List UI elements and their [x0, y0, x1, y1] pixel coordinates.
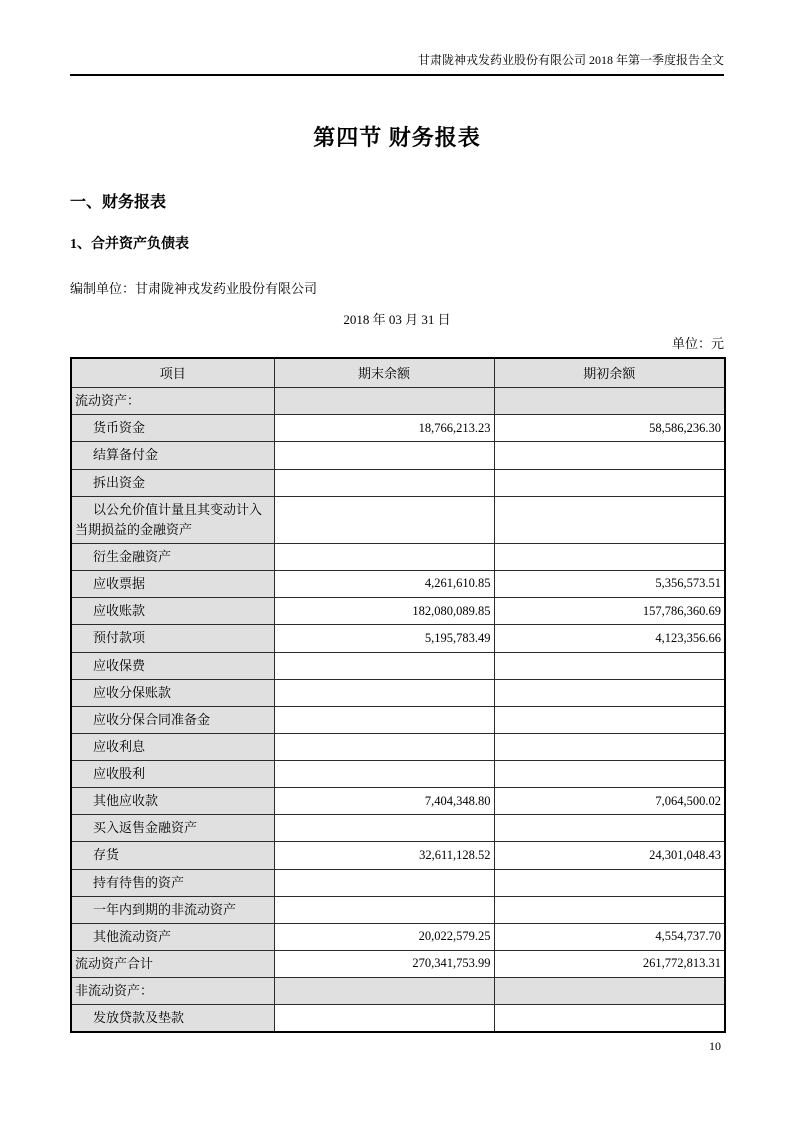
table-row — [71, 388, 725, 415]
table-row — [71, 652, 725, 679]
beginning-balance-cell — [494, 706, 725, 733]
beginning-balance-cell: 4,123,356.66 — [494, 625, 725, 652]
ending-balance-cell — [274, 679, 494, 706]
row-label: 应收股利 — [71, 761, 274, 788]
column-header-item: 项目 — [71, 358, 274, 388]
row-label: 预付款项 — [71, 625, 274, 652]
balance-sheet-body — [71, 388, 725, 1033]
subsection-heading: 1、合并资产负债表 — [70, 236, 189, 252]
ending-balance-cell: 18,766,213.23 — [274, 415, 494, 442]
beginning-balance-cell — [494, 496, 725, 543]
ending-balance-cell: 5,195,783.49 — [274, 625, 494, 652]
row-label: 其他应收款 — [71, 788, 274, 815]
beginning-balance-cell — [494, 978, 725, 1005]
beginning-balance-cell — [494, 652, 725, 679]
unit-label: 单位：元 — [671, 335, 724, 351]
ending-balance-cell — [274, 388, 494, 415]
ending-balance-cell: 4,261,610.85 — [274, 571, 494, 598]
beginning-balance-cell: 5,356,573.51 — [494, 571, 725, 598]
table-row — [71, 415, 725, 442]
table-row — [71, 496, 725, 543]
ending-balance-cell: 20,022,579.25 — [274, 923, 494, 950]
beginning-balance-cell — [494, 815, 725, 842]
table-row — [71, 869, 725, 896]
row-label: 应收票据 — [71, 571, 274, 598]
column-header-beginning-balance: 期初余额 — [494, 358, 725, 388]
beginning-balance-cell — [494, 869, 725, 896]
table-row — [71, 679, 725, 706]
table-row — [71, 788, 725, 815]
page-header — [70, 53, 724, 74]
row-label: 流动资产合计 — [71, 951, 274, 978]
row-label: 拆出资金 — [71, 469, 274, 496]
statement-date: 2018 年 03 月 31 日 — [343, 311, 451, 327]
table-row — [71, 469, 725, 496]
table-row — [71, 951, 725, 978]
row-label: 发放贷款及垫款 — [71, 1005, 274, 1033]
ending-balance-cell — [274, 1005, 494, 1033]
table-row — [71, 761, 725, 788]
chapter-title: 第四节 财务报表 — [313, 124, 481, 150]
row-label: 应收利息 — [71, 733, 274, 760]
table-row — [71, 442, 725, 469]
prepared-by-line: 编制单位：甘肃陇神戎发药业股份有限公司 — [70, 280, 318, 296]
beginning-balance-cell: 157,786,360.69 — [494, 598, 725, 625]
row-label: 衍生金融资产 — [71, 543, 274, 570]
table-row — [71, 733, 725, 760]
beginning-balance-cell — [494, 388, 725, 415]
ending-balance-cell: 7,404,348.80 — [274, 788, 494, 815]
row-label: 一年内到期的非流动资产 — [71, 896, 274, 923]
beginning-balance-cell: 24,301,048.43 — [494, 842, 725, 869]
column-header-ending-balance: 期末余额 — [274, 358, 494, 388]
beginning-balance-cell — [494, 469, 725, 496]
ending-balance-cell: 182,080,089.85 — [274, 598, 494, 625]
table-row — [71, 923, 725, 950]
row-label: 以公允价值计量且其变动计入当期损益的金融资产 — [71, 496, 274, 543]
page-number: 10 — [709, 1039, 721, 1053]
beginning-balance-cell — [494, 761, 725, 788]
ending-balance-cell — [274, 496, 494, 543]
ending-balance-cell — [274, 896, 494, 923]
ending-balance-cell — [274, 761, 494, 788]
row-label: 非流动资产： — [71, 978, 274, 1005]
beginning-balance-cell: 261,772,813.31 — [494, 951, 725, 978]
row-label: 应收分保账款 — [71, 679, 274, 706]
row-label: 持有待售的资产 — [71, 869, 274, 896]
table-row — [71, 1005, 725, 1033]
row-label: 应收保费 — [71, 652, 274, 679]
ending-balance-cell — [274, 543, 494, 570]
ending-balance-cell: 32,611,128.52 — [274, 842, 494, 869]
beginning-balance-cell: 58,586,236.30 — [494, 415, 725, 442]
row-label: 买入返售金融资产 — [71, 815, 274, 842]
ending-balance-cell — [274, 815, 494, 842]
table-header-row — [71, 358, 725, 388]
beginning-balance-cell — [494, 442, 725, 469]
row-label: 应收分保合同准备金 — [71, 706, 274, 733]
ending-balance-cell — [274, 442, 494, 469]
ending-balance-cell — [274, 652, 494, 679]
balance-sheet-table — [70, 357, 726, 1034]
table-row — [71, 625, 725, 652]
row-label: 结算备付金 — [71, 442, 274, 469]
ending-balance-cell — [274, 706, 494, 733]
ending-balance-cell — [274, 869, 494, 896]
header-rule — [70, 74, 724, 76]
beginning-balance-cell — [494, 896, 725, 923]
row-label: 流动资产： — [71, 388, 274, 415]
table-row — [71, 598, 725, 625]
beginning-balance-cell — [494, 733, 725, 760]
table-row — [71, 543, 725, 570]
table-row — [71, 896, 725, 923]
beginning-balance-cell: 4,554,737.70 — [494, 923, 725, 950]
row-label: 存货 — [71, 842, 274, 869]
table-row — [71, 571, 725, 598]
table-row — [71, 706, 725, 733]
table-row — [71, 815, 725, 842]
row-label: 其他流动资产 — [71, 923, 274, 950]
ending-balance-cell: 270,341,753.99 — [274, 951, 494, 978]
table-row — [71, 978, 725, 1005]
beginning-balance-cell — [494, 543, 725, 570]
ending-balance-cell — [274, 978, 494, 1005]
row-label: 应收账款 — [71, 598, 274, 625]
row-label: 货币资金 — [71, 415, 274, 442]
section-heading: 一、财务报表 — [70, 193, 167, 211]
beginning-balance-cell — [494, 679, 725, 706]
page-header-text: 甘肃陇神戎发药业股份有限公司 2018 年第一季度报告全文 — [417, 53, 724, 67]
beginning-balance-cell: 7,064,500.02 — [494, 788, 725, 815]
table-row — [71, 842, 725, 869]
ending-balance-cell — [274, 469, 494, 496]
beginning-balance-cell — [494, 1005, 725, 1033]
ending-balance-cell — [274, 733, 494, 760]
